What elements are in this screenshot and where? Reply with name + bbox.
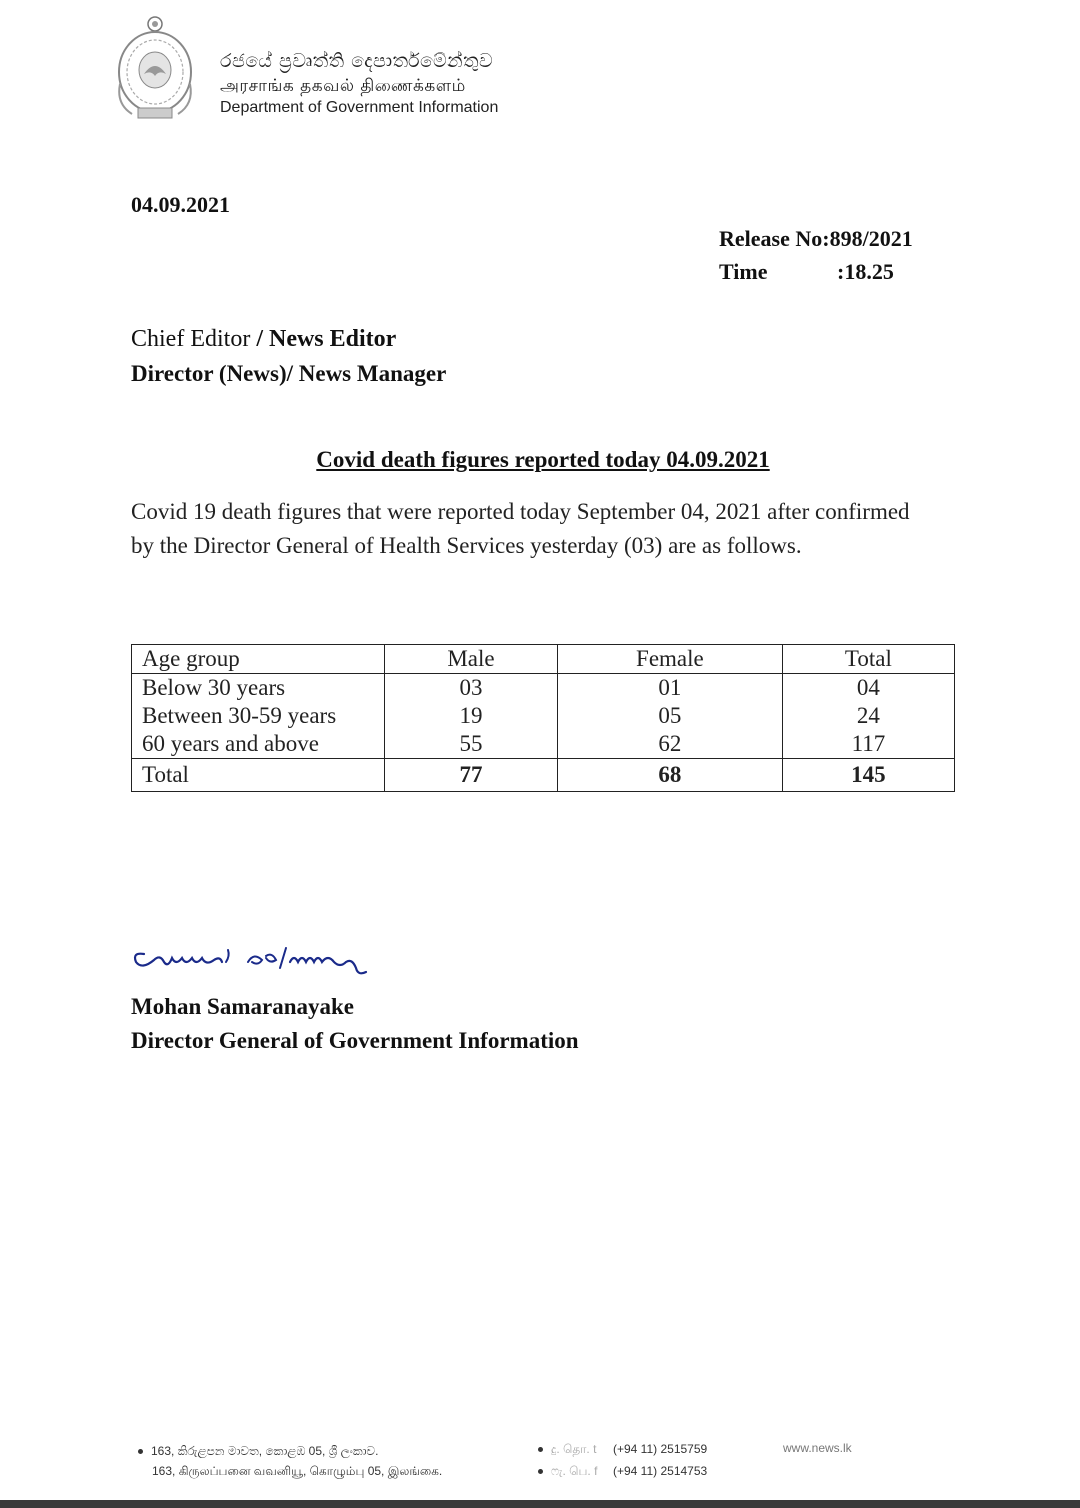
- letterhead-sinhala: රජයේ ප්‍රවෘත්ති දෙපාර්තමේන්තුව: [220, 50, 494, 72]
- page-title: Covid death figures reported today 04.09.2021: [316, 447, 770, 472]
- cell-female: 05: [558, 702, 783, 730]
- footer-address-tamil: 163, கிருலப்பனை வவனியூ, கொழும்பு 05, இலங்கை.: [152, 1464, 443, 1478]
- header-total: Total: [782, 645, 954, 674]
- time-value: :18.25: [837, 259, 894, 284]
- header-age-group: Age group: [132, 645, 385, 674]
- addressee-line-1: [131, 326, 396, 353]
- table-row: [132, 702, 955, 730]
- letterhead-tamil: அரசாங்க தகவல் திணைக்களம்: [220, 76, 466, 96]
- addressee-news-editor: / News Editor: [256, 326, 397, 352]
- footer-fax: [538, 1464, 707, 1480]
- total-male: 77: [385, 759, 558, 792]
- addressee-line-2: Director (News)/ News Manager: [131, 361, 447, 386]
- table-row: [132, 674, 955, 703]
- footer-telephone: [538, 1442, 707, 1458]
- table-header-row: [132, 645, 955, 674]
- bottom-bar: [0, 1500, 1080, 1508]
- footer-website: www.news.lk: [783, 1441, 852, 1455]
- header-female: Female: [558, 645, 783, 674]
- release-number: [719, 226, 913, 252]
- release-label: Release No:: [719, 226, 830, 251]
- total-label: Total: [132, 759, 385, 792]
- bullet-icon: [138, 1449, 143, 1454]
- cell-male: 19: [385, 702, 558, 730]
- cell-age-group: 60 years and above: [132, 730, 385, 759]
- body-paragraph: Covid 19 death figures that were reported today September 04, 2021 after confirmed by the Director General of Health Services yesterday (03) are as follows.: [131, 499, 910, 558]
- bullet-icon: [538, 1447, 543, 1452]
- handwritten-signature: [130, 932, 380, 992]
- fax-label: ෆැ. பெ. f: [551, 1464, 598, 1478]
- cell-age-group: Between 30-59 years: [132, 702, 385, 730]
- tel-number: (+94 11) 2515759: [613, 1442, 708, 1456]
- signer-title: Director General of Government Information: [131, 1028, 579, 1053]
- table-total-row: [132, 759, 955, 792]
- footer-address-sinhala: [138, 1444, 378, 1459]
- cell-male: 03: [385, 674, 558, 703]
- tel-label: දු. தொ. t: [551, 1442, 597, 1456]
- total-all: 145: [782, 759, 954, 792]
- cell-total: 04: [782, 674, 954, 703]
- letterhead-english: Department of Government Information: [220, 99, 499, 116]
- signer-name: Mohan Samaranayake: [131, 994, 354, 1019]
- release-number-value: 898/2021: [829, 226, 913, 251]
- addressee-chief-editor: Chief Editor: [131, 326, 251, 352]
- cell-age-group: Below 30 years: [132, 674, 385, 703]
- bullet-icon: [538, 1469, 543, 1474]
- total-female: 68: [558, 759, 783, 792]
- cell-total: 24: [782, 702, 954, 730]
- cell-female: 01: [558, 674, 783, 703]
- table-row: [132, 730, 955, 759]
- header-male: Male: [385, 645, 558, 674]
- death-figures-table: [131, 644, 955, 792]
- fax-number: (+94 11) 2514753: [613, 1464, 708, 1478]
- cell-male: 55: [385, 730, 558, 759]
- cell-total: 117: [782, 730, 954, 759]
- time-label: Time: [719, 259, 768, 284]
- release-time: [719, 259, 939, 285]
- sri-lanka-emblem-icon: [114, 14, 196, 122]
- release-date: 04.09.2021: [131, 192, 230, 217]
- footer-address-sinhala-text: 163, කිරුළපන මාවත, කොළඹ 05, ශ්‍රී ලංකාව.: [151, 1444, 379, 1458]
- cell-female: 62: [558, 730, 783, 759]
